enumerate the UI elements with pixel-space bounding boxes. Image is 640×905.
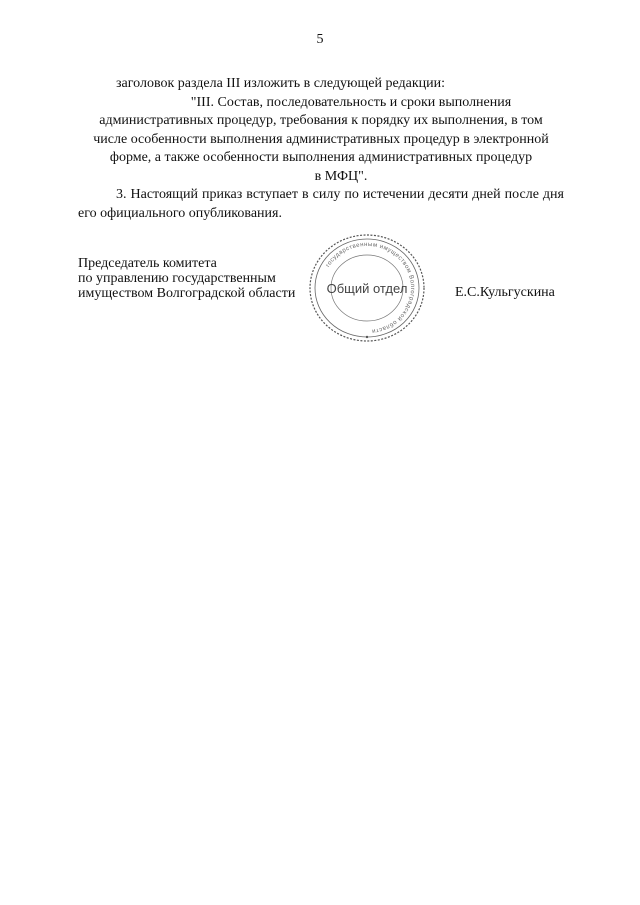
quote-line-2: административных процедур, требования к порядку их выполнения, в том [99, 113, 543, 128]
quote-line-5: в МФЦ". [314, 168, 368, 184]
position-line-2: по управлению государственным [78, 271, 276, 286]
stamp-center-text: Общий отдел [326, 280, 408, 296]
intro-paragraph: заголовок раздела III изложить в следующей редакции: [116, 76, 446, 91]
quote-line-3: числе особенности выполнения административных процедур в электронной [93, 131, 549, 147]
signer-name: Е.С.Кульгускина [455, 285, 555, 300]
position-line-1: Председатель комитета [78, 256, 217, 271]
document-body [78, 75, 564, 223]
signature-position [78, 256, 295, 301]
quote-line-4: форме, а также особенности выполнения административных процедур [109, 150, 533, 165]
stamp-ring-text: государственным имуществом Волгоградской области [325, 241, 416, 334]
official-stamp [306, 233, 428, 343]
page-number: 5 [316, 32, 324, 47]
quote-line-1: "III. Состав, последовательность и сроки выполнения [190, 94, 512, 110]
item-3-paragraph: 3. Настоящий приказ вступает в силу по истечении десяти дней после дня его официального опубликования. [78, 187, 564, 221]
position-line-3: имуществом Волгоградской области [78, 286, 296, 301]
quoted-section-title [78, 94, 564, 187]
